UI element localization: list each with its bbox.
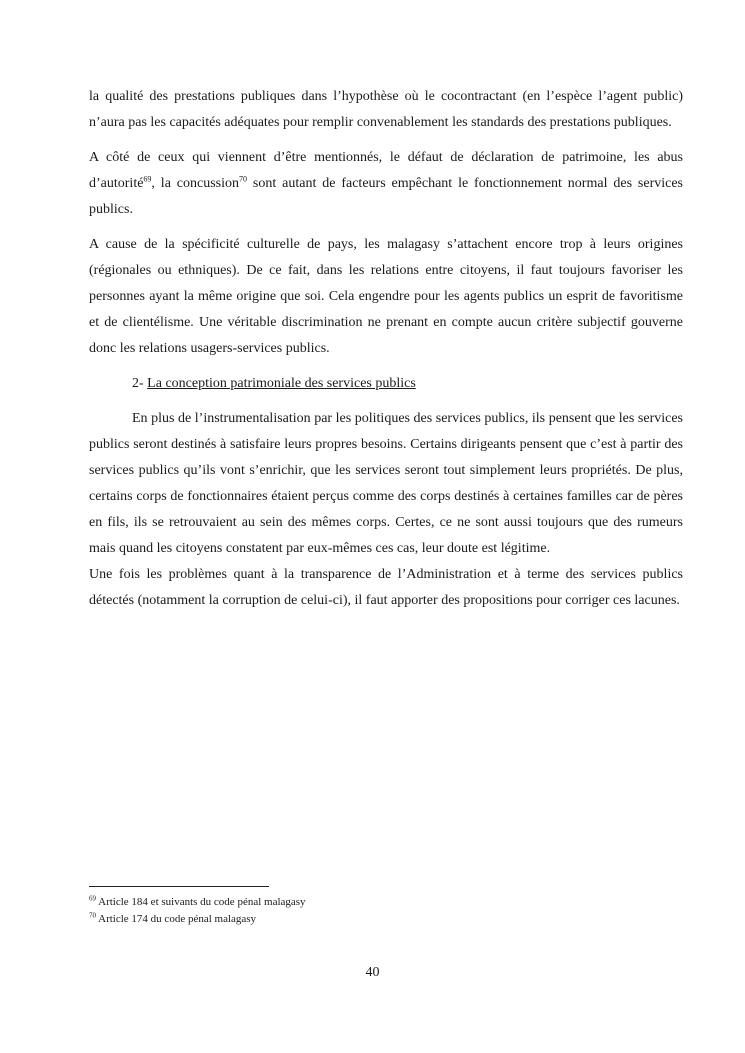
footnote-text: Article 184 et suivants du code pénal malagasy — [96, 896, 306, 908]
section-heading — [89, 371, 683, 397]
paragraph-2 — [89, 145, 683, 223]
footnotes — [89, 894, 683, 928]
paragraph-1: la qualité des prestations publiques dans l’hypothèse où le cocontractant (en l’espèce l’agent public) n’aura pas les capacités adéquates pour remplir convenablement les standards des prestations publiques. — [89, 89, 683, 130]
paragraph-2-text-c: sont autant de facteurs empêchant le fonctionnement normal des services publics. — [89, 176, 683, 217]
paragraph-3: A cause de la spécificité culturelle de pays, les malagasy s’attachent encore trop à leurs origines (régionales ou ethniques). De ce fait, dans les relations entre citoyens, il faut toujours favoriser les personnes ayant la même origine que soi. Cela engendre pour les agents publics un esprit de favoritisme et de clientélisme. Une véritable discrimination ne prenant en compte aucun critère subjectif gouverne donc les relations usagers-services publics. — [89, 237, 683, 356]
footnote-text: Article 174 du code pénal malagasy — [96, 913, 257, 925]
footnote-ref-69[interactable]: 69 — [143, 174, 152, 184]
section-title: La conception patrimoniale des services publics — [147, 376, 416, 391]
footnote-number: 69 — [89, 894, 96, 903]
section-number: 2- — [132, 376, 144, 391]
footnote-70 — [89, 911, 683, 928]
paragraph-5: Une fois les problèmes quant à la transparence de l’Administration et à terme des services publics détectés (notamment la corruption de celui-ci), il faut apporter des propositions pour corriger ces lacunes. — [89, 567, 683, 608]
page-number: 40 — [365, 965, 380, 980]
paragraph-2-text-b: , la concussion — [151, 176, 240, 191]
paragraph-2-text-a: A côté de ceux qui viennent d’être mentionnés, le défaut de déclaration de patrimoine, les abus d’autorité — [89, 150, 683, 191]
paragraph-4: En plus de l’instrumentalisation par les politiques des services publics, ils pensent que les services publics seront destinés à satisfaire leurs propres besoins. Certains dirigeants pensent que c’est à partir des services publics qu’ils vont s’enrichir, que les services seront tout simplement leurs propriétés. De plus, certains corps de fonctionnaires étaient perçus comme des corps destinés à certaines familles car de pères en fils, ils se retrouvaient au sein des mêmes corps. Certes, ce ne sont aussi toujours que des rumeurs mais quand les citoyens constatent par eux-mêmes ces cas, leur doute est légitime. — [89, 411, 683, 556]
footnote-number: 70 — [89, 911, 96, 920]
footnote-separator — [89, 886, 269, 887]
footnote-69 — [89, 894, 683, 911]
page-body — [89, 84, 683, 614]
footnote-ref-70[interactable]: 70 — [239, 174, 248, 184]
